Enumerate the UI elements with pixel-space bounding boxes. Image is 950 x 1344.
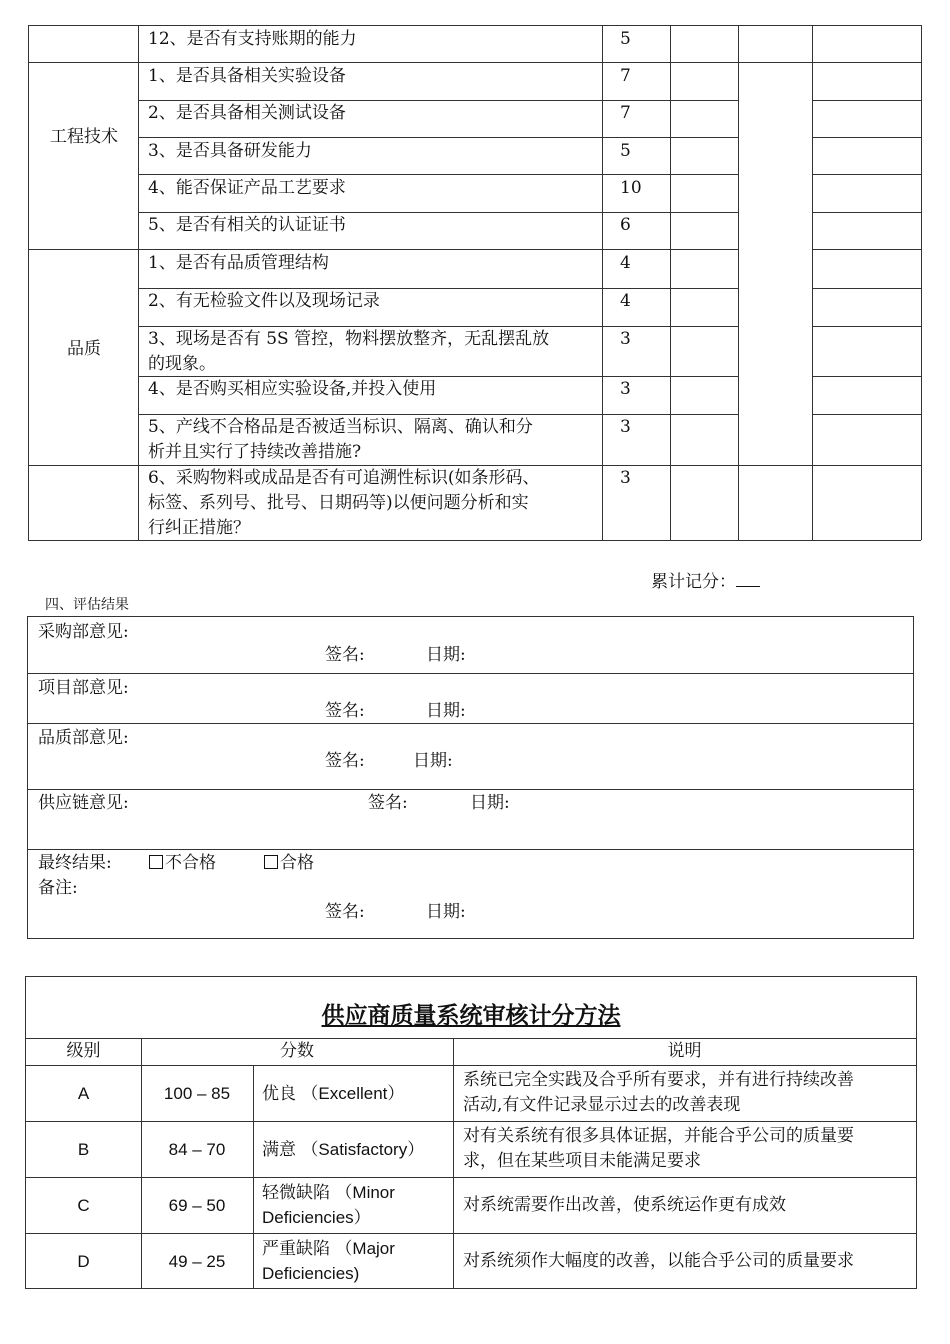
rating-b	[262, 1137, 424, 1163]
desc-c-line1: 对系统需要作出改善，使系统运作更有成效	[463, 1195, 786, 1215]
purchase-opinion-row[interactable]	[28, 617, 913, 674]
rating-b-cn: 满意 （	[262, 1140, 319, 1160]
rating-c-en2: Deficiencies	[262, 1208, 354, 1227]
item-text: 5、产线不合格品是否被适当标识、隔离、确认和分	[148, 417, 533, 437]
score-value: 10	[620, 178, 642, 198]
score-value: 3	[620, 468, 631, 488]
date-label: 日期:	[470, 793, 510, 813]
level-d: D	[77, 1252, 90, 1271]
rating-a-cn: 优良 （	[262, 1084, 319, 1104]
item-text: 2、是否具备相关测试设备	[148, 103, 346, 123]
rating-c-en: Minor	[352, 1183, 395, 1202]
fail-label: 不合格	[165, 853, 216, 873]
quality-opinion-label: 品质部意见:	[38, 728, 129, 748]
project-opinion-row[interactable]	[28, 674, 913, 724]
header-description: 说明	[667, 1041, 702, 1061]
pass-checkbox[interactable]	[264, 855, 278, 869]
fail-checkbox[interactable]	[149, 855, 163, 869]
pass-option[interactable]	[264, 852, 314, 874]
item-text: 6、采购物料或成品是否有可追溯性标识(如条形码、	[148, 468, 540, 488]
total-score-label: 累计记分：	[651, 572, 736, 592]
date-label: 日期:	[413, 751, 453, 771]
score-value: 3	[620, 329, 631, 349]
rating-c-line2	[262, 1205, 371, 1231]
date-label: 日期:	[426, 701, 466, 721]
rating-d-en: Major	[352, 1239, 395, 1258]
item-text: 1、是否具备相关实验设备	[148, 66, 346, 86]
level-b: B	[77, 1140, 90, 1159]
score-value: 5	[620, 141, 631, 161]
score-value: 5	[620, 29, 631, 49]
item-text: 1、是否有品质管理结构	[148, 253, 329, 273]
total-score-blank[interactable]	[736, 570, 760, 587]
score-value: 3	[620, 417, 631, 437]
range-b: 84 – 70	[168, 1140, 226, 1159]
signature-label: 签名:	[325, 701, 365, 721]
section-title: 四、评估结果	[45, 597, 129, 613]
desc-b-line1: 对有关系统有很多具体证据，并能合乎公司的质量要	[463, 1126, 854, 1146]
rating-c-line1	[262, 1180, 395, 1206]
rating-a-end: ）	[387, 1084, 405, 1104]
method-title: 供应商质量系统审核计分方法	[321, 1002, 621, 1029]
category-engineering: 工程技术	[50, 127, 118, 147]
item-text: 4、能否保证产品工艺要求	[148, 178, 346, 198]
desc-a-line2: 活动,有文件记录显示过去的改善表现	[463, 1095, 741, 1115]
opinion-box	[27, 616, 914, 939]
item-text: 12、是否有支持账期的能力	[148, 29, 357, 49]
rating-c-cn: 轻微缺陷 （	[262, 1183, 353, 1203]
item-text: 3、现场是否有 5S 管控，物料摆放整齐，无乱摆乱放	[148, 329, 550, 349]
score-table	[0, 0, 950, 545]
quality-opinion-row[interactable]	[28, 724, 913, 790]
item-text: 2、有无检验文件以及现场记录	[148, 291, 380, 311]
signature-label: 签名:	[325, 751, 365, 771]
item-text: 的现象。	[148, 354, 216, 374]
remark-label: 备注:	[38, 878, 78, 898]
rating-a-en: Excellent	[318, 1084, 388, 1103]
score-value: 6	[620, 215, 631, 235]
header-score: 分数	[280, 1041, 314, 1061]
pass-label: 合格	[280, 853, 314, 873]
score-value: 4	[620, 291, 631, 311]
supply-opinion-label: 供应链意见:	[38, 793, 129, 813]
score-value: 7	[620, 103, 631, 123]
rating-d-cn: 严重缺陷 （	[262, 1239, 353, 1259]
item-text: 4、是否购买相应实验设备,并投入使用	[148, 379, 437, 399]
desc-a-line1: 系统已完全实践及合乎所有要求，并有进行持续改善	[463, 1070, 854, 1090]
rating-d-line2: Deficiencies)	[262, 1264, 360, 1283]
purchase-opinion-label: 采购部意见:	[38, 622, 129, 642]
fail-option[interactable]	[149, 852, 216, 874]
date-label: 日期:	[426, 902, 466, 922]
item-text: 标签、系列号、批号、日期码等)以便问题分析和实	[148, 493, 529, 513]
item-text: 析并且实行了持续改善措施?	[148, 442, 362, 462]
signature-label: 签名:	[368, 793, 408, 813]
final-result-row	[28, 850, 913, 938]
rating-a	[262, 1081, 404, 1107]
range-a: 100 – 85	[163, 1084, 231, 1103]
total-score	[651, 567, 760, 592]
range-d: 49 – 25	[168, 1252, 226, 1271]
desc-b-line2: 求，但在某些项目未能满足要求	[463, 1151, 701, 1171]
header-level: 级别	[66, 1041, 101, 1061]
supply-opinion-row[interactable]	[28, 790, 913, 850]
item-text: 5、是否有相关的认证证书	[148, 215, 346, 235]
score-value: 4	[620, 253, 631, 273]
rating-b-end: ）	[407, 1140, 425, 1160]
project-opinion-label: 项目部意见:	[38, 678, 129, 698]
range-c: 69 – 50	[168, 1196, 226, 1215]
scoring-method-table	[25, 976, 917, 1289]
score-value: 7	[620, 66, 631, 86]
date-label: 日期:	[426, 645, 466, 665]
level-c: C	[77, 1196, 90, 1215]
level-a: A	[77, 1084, 90, 1103]
signature-label: 签名:	[325, 902, 365, 922]
item-text: 行纠正措施？	[148, 518, 250, 538]
desc-d-line1: 对系统须作大幅度的改善，以能合乎公司的质量要求	[463, 1251, 854, 1271]
signature-label: 签名:	[325, 645, 365, 665]
rating-d-line1	[262, 1236, 395, 1262]
category-quality: 品质	[67, 339, 101, 359]
rating-b-en: Satisfactory	[318, 1140, 408, 1159]
final-result-label: 最终结果:	[38, 853, 112, 873]
rating-c-end: ）	[353, 1208, 371, 1228]
score-value: 3	[620, 379, 631, 399]
item-text: 3、是否具备研发能力	[148, 141, 312, 161]
